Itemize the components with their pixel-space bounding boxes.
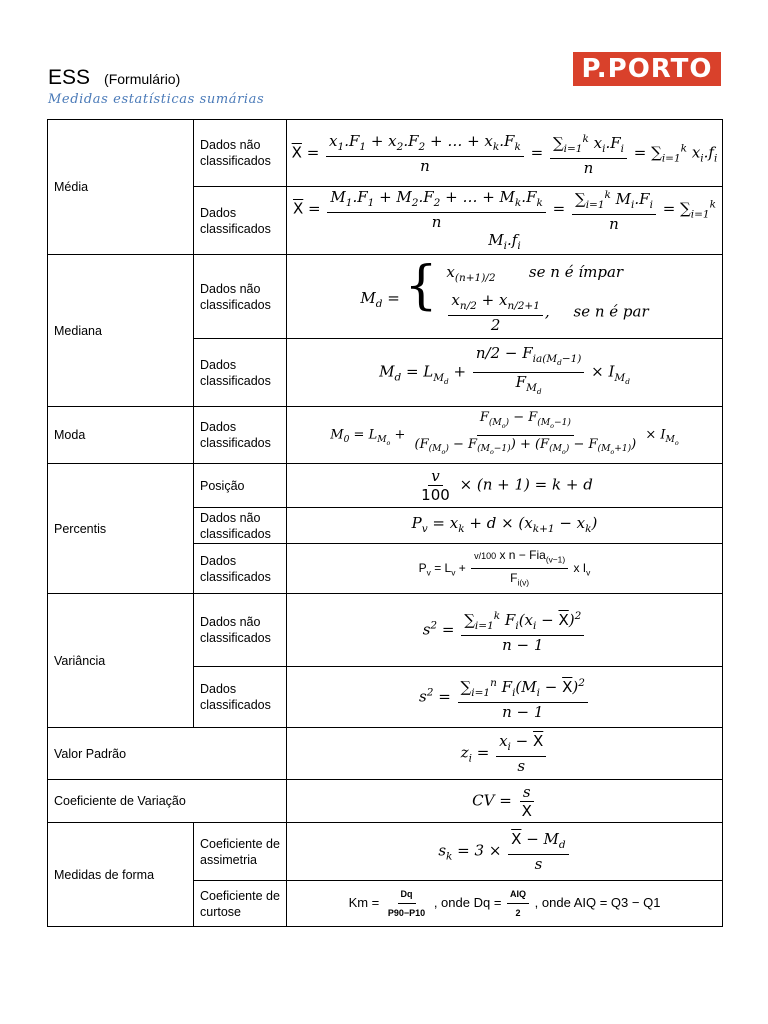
sub-label: Dados não classificados bbox=[194, 255, 287, 339]
curtose-mid: , onde Dq = bbox=[433, 894, 502, 910]
curtose-tail: , onde AIQ = Q3 − Q1 bbox=[534, 894, 661, 910]
formula-table bbox=[47, 119, 723, 927]
row-label-coef-variacao: Coeficiente de Variação bbox=[48, 780, 287, 823]
sub-label: Dados não classificados bbox=[194, 594, 287, 667]
curtose-num2: AIQ bbox=[507, 886, 529, 904]
formula-coef-variacao: CV = $\frac{s}{X}$ bbox=[287, 780, 723, 823]
formula-media-classificados: $\overline{X}$ = $\frac{M_1.F_1 + M_2.F_2 + \dots + M_k.F_k}{n}$ = $\frac{\sum_{i=1}^k M_i.F_i}{n}$ = $\sum_{i=1}^k$ $M_i.f_i$ bbox=[287, 187, 723, 255]
formula-mediana-classificados: $M_d = L_{M_d}$ + $\frac{n/2 - F_{ia(M_d-1)}}{F_{M_d}}$ × $I_{M_d}$ bbox=[287, 339, 723, 407]
row-label-media: Média bbox=[48, 120, 194, 255]
formula-media-nao-classificados: $\overline{X}$ = $\frac{x_1.F_1 + x_2.F_2 + \dots + x_k.F_k}{n}$ = $\frac{\sum_{i=1}^k x_i.F_i}{n}$ = $\sum_{i=1}^k$ $x_i.f_i$ bbox=[287, 120, 723, 187]
row-label-mediana: Mediana bbox=[48, 255, 194, 407]
sub-label: Dados classificados bbox=[194, 667, 287, 728]
title-main: ESS bbox=[48, 66, 91, 89]
table-row bbox=[48, 780, 723, 823]
formula-mediana-nao-classificados: $M_d$ = { $x_{(n+1)/2}$ se n é ímpar $\frac{x_{n/2} + x_{n/2+1}}{2}$ , se n é par bbox=[287, 255, 723, 339]
row-label-percentis: Percentis bbox=[48, 464, 194, 594]
document-title bbox=[48, 66, 180, 90]
sub-label: Dados não classificados bbox=[194, 508, 287, 544]
row-label-medidas-forma: Medidas de forma bbox=[48, 823, 194, 927]
curtose-prefix: Km = bbox=[348, 894, 380, 910]
table-row bbox=[48, 407, 723, 464]
table-row bbox=[48, 255, 723, 339]
sub-label: Coeficiente de curtose bbox=[194, 881, 287, 927]
formula-moda: $M_0 = L_{M_o}$ + $\frac{F_{(M_o)} - F_{(M_o-1)}}{(F_{(M_o)} - F_{(M_o-1)}) + (F_{(M_o)} - F_{(M_o+1)})}$ × $I_{M_o}$ bbox=[287, 407, 723, 464]
row-label-variancia: Variância bbox=[48, 594, 194, 728]
case-impar: se n é ímpar bbox=[528, 263, 624, 282]
formula-variancia-nao-classificados: $s^2$ = $\frac{\sum_{i=1}^k F_i(x_i - \overline{X})^2}{n - 1}$ bbox=[287, 594, 723, 667]
sub-label: Dados classificados bbox=[194, 339, 287, 407]
formula-percentis-posicao: $\frac{v}{100}$ × (n + 1) = k + d bbox=[287, 464, 723, 508]
curtose-den: P90−P10 bbox=[387, 908, 426, 918]
table-row bbox=[48, 823, 723, 881]
document-subtitle: Medidas estatísticas sumárias bbox=[48, 92, 265, 107]
sub-label: Dados classificados bbox=[194, 187, 287, 255]
case-par: se n é par bbox=[573, 302, 649, 321]
sub-label: Dados classificados bbox=[194, 407, 287, 464]
pporto-logo: P.PORTO bbox=[573, 52, 721, 86]
formula-coef-curtose bbox=[287, 881, 723, 927]
row-label-moda: Moda bbox=[48, 407, 194, 464]
table-row bbox=[48, 464, 723, 508]
formula-percentis-nao-classificados: $P_v = x_k + d \times (x_{k+1} - x_k)$ bbox=[287, 508, 723, 544]
table-row bbox=[48, 728, 723, 780]
table-row bbox=[48, 120, 723, 187]
sub-label: Dados não classificados bbox=[194, 120, 287, 187]
table-row bbox=[48, 594, 723, 667]
formula-percentis-classificados: $P_v = L_v$ + $\frac{v/100 x n - Fia_{(v-1)}}{F_{i(v)}}$ x $I_v$ bbox=[287, 544, 723, 594]
curtose-num: Dq bbox=[398, 886, 416, 904]
formula-variancia-classificados: $s^2$ = $\frac{\sum_{i=1}^n F_i(M_i - \overline{X})^2}{n - 1}$ bbox=[287, 667, 723, 728]
title-note: (Formulário) bbox=[104, 71, 181, 87]
formula-valor-padrao: $z_i$ = $\frac{x_i - \overline{X}}{s}$ bbox=[287, 728, 723, 780]
curtose-den2: 2 bbox=[515, 908, 521, 918]
formula-coef-assimetria: $s_k = 3$ × $\frac{\overline{X} - M_d}{s}$ bbox=[287, 823, 723, 881]
sub-label: Dados classificados bbox=[194, 544, 287, 594]
sub-label: Posição bbox=[194, 464, 287, 508]
row-label-valor-padrao: Valor Padrão bbox=[48, 728, 287, 780]
sub-label: Coeficiente de assimetria bbox=[194, 823, 287, 881]
